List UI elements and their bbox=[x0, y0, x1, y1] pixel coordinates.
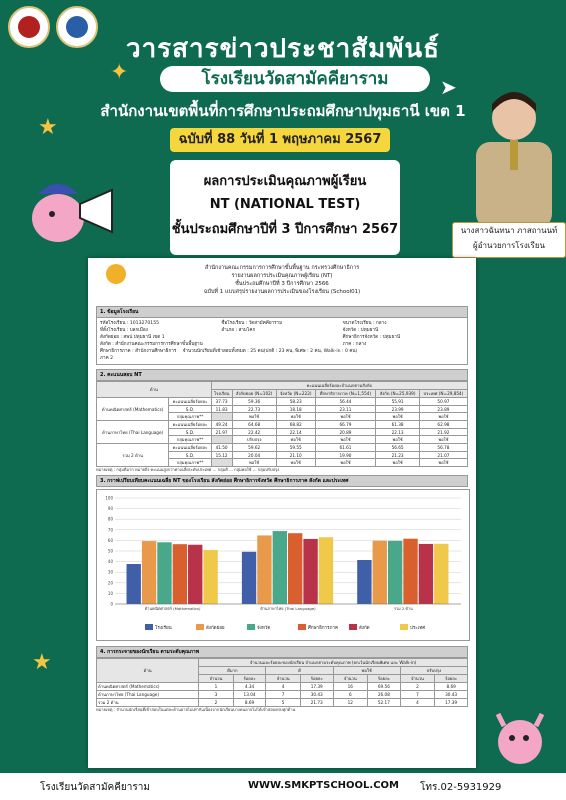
bar bbox=[257, 535, 271, 604]
nt-report-document bbox=[88, 258, 476, 768]
bar bbox=[188, 545, 202, 604]
header-cell: คะแนนเฉลี่ยร้อยละจำแนกตามสังกัด bbox=[211, 382, 467, 390]
info-cell bbox=[381, 348, 464, 362]
value-cell: พอใช้ bbox=[419, 436, 467, 444]
value-cell: 1 bbox=[199, 683, 234, 691]
label-cell: S.D. bbox=[169, 429, 211, 436]
value-cell: 21.10 bbox=[276, 452, 315, 459]
info-row bbox=[100, 320, 464, 327]
value-cell: 49.24 bbox=[211, 421, 232, 429]
subject-cell: ด้านคณิตศาสตร์ (Mathematics) bbox=[97, 683, 199, 691]
school-name-badge bbox=[160, 66, 430, 92]
label-cell: คะแนนเฉลี่ยร้อยละ bbox=[169, 421, 211, 429]
header-cell: จังหวัด (N=222) bbox=[276, 390, 315, 398]
legend-label: จังหวัด bbox=[257, 626, 271, 631]
value-cell: 56.44 bbox=[315, 398, 376, 406]
value-cell: พอใช้ bbox=[376, 436, 419, 444]
value-cell: 21.07 bbox=[419, 452, 467, 459]
info-cell: รหัสโรงเรียน : 1013270155 bbox=[100, 321, 160, 326]
legend-swatch bbox=[196, 624, 204, 630]
bar bbox=[319, 537, 333, 604]
label-cell: คะแนนเฉลี่ยร้อยละ bbox=[169, 398, 211, 406]
subject-cell: รวม 2 ด้าน bbox=[97, 699, 199, 707]
value-cell: 50.97 bbox=[419, 398, 467, 406]
newsletter-title: วารสารข่าวประชาสัมพันธ์ bbox=[125, 34, 441, 64]
table-row bbox=[97, 699, 468, 707]
value-cell: ปรับปรุง bbox=[232, 436, 276, 444]
header-cell: ร้อยละ bbox=[435, 675, 468, 683]
bar bbox=[419, 544, 433, 604]
header-cell: พอใช้ bbox=[333, 667, 400, 675]
header-cell: จำนวน bbox=[266, 675, 301, 683]
footer-phone: โทร.02-5931929 bbox=[420, 782, 502, 793]
info-row bbox=[100, 334, 464, 341]
value-cell: พอใช้ bbox=[315, 459, 376, 467]
label-cell: S.D. bbox=[169, 452, 211, 459]
footnote: หมายเหตุ : กลุ่มดีมาก หมายถึง คะแนนสูงกว่าค่าเฉลี่ยระดับประเทศ ... กลุ่มดี ... กลุ่มพอใช้ ... กลุ่มปรับปรุง bbox=[96, 467, 280, 472]
value-cell: 26.08 bbox=[368, 691, 401, 699]
footer-school: โรงเรียนวัดสามัคคียาราม bbox=[40, 782, 150, 793]
bar bbox=[434, 544, 448, 604]
value-cell: 2 bbox=[199, 699, 234, 707]
value-cell: 23.11 bbox=[315, 406, 376, 413]
report-heading-1: สำนักงานคณะกรรมการการศึกษาขั้นพื้นฐาน กระทรวงศึกษาธิการ bbox=[204, 265, 360, 271]
info-cell: ศึกษาธิการภาค : สำนักงานศึกษาธิการภาค 2 bbox=[100, 349, 177, 361]
cursor-icon: ➤ bbox=[440, 75, 457, 99]
value-cell: 59.55 bbox=[276, 444, 315, 452]
value-cell bbox=[211, 436, 232, 444]
value-cell: 8.69 bbox=[233, 699, 266, 707]
sparkle-icon: ✦ bbox=[110, 60, 129, 85]
value-cell: 21.97 bbox=[211, 429, 232, 436]
header-cell: ด้าน bbox=[97, 382, 212, 398]
comparison-chart-svg bbox=[97, 490, 469, 640]
director-position: ผู้อำนวยการโรงเรียน bbox=[473, 241, 545, 250]
value-cell: 62.98 bbox=[419, 421, 467, 429]
header-cell: สังกัด (N=25,939) bbox=[376, 390, 419, 398]
info-cell: ภาค : กลาง bbox=[342, 342, 367, 347]
subject-cell: ด้านภาษาไทย (Thai Language) bbox=[97, 421, 169, 444]
value-cell: 23.89 bbox=[419, 406, 467, 413]
info-row bbox=[100, 348, 464, 362]
banner-line1: ผลการประเมินคุณภาพผู้เรียน bbox=[203, 174, 367, 189]
value-cell: 61.61 bbox=[315, 444, 376, 452]
header-cell: ดีมาก bbox=[199, 667, 266, 675]
info-cell: อำเภอ : สามโคก bbox=[221, 328, 256, 333]
issue-badge: ฉบับที่ 88 วันที่ 1 พฤษภาคม 2567 bbox=[170, 128, 390, 152]
report-heading-4: ฉบับที่ 1 แบบสรุปรายงานผลการประเมินของโรงเรียน (School01) bbox=[203, 289, 361, 295]
info-row bbox=[100, 341, 464, 348]
value-cell: 7 bbox=[400, 691, 435, 699]
label-cell: กลุ่มคุณภาพ** bbox=[169, 413, 211, 421]
info-cell: ชื่อโรงเรียน : วัดสามัคคียาราม bbox=[221, 321, 283, 326]
header-cell: ศึกษาธิการภาค (N=1,554) bbox=[315, 390, 376, 398]
info-cell: สังกัด : สำนักงานคณะกรรมการการศึกษาขั้นพื้นฐาน bbox=[100, 342, 203, 347]
header-cell: ประเทศ (N=29,854) bbox=[419, 390, 467, 398]
value-cell: พอใช้ bbox=[419, 413, 467, 421]
legend-label: สังกัดย่อย bbox=[206, 626, 225, 631]
director-photo bbox=[466, 82, 562, 228]
header-cell: จำนวน bbox=[400, 675, 435, 683]
label-cell: S.D. bbox=[169, 406, 211, 413]
value-cell: พอใช้ bbox=[232, 459, 276, 467]
bar bbox=[357, 560, 371, 604]
table-row bbox=[97, 691, 468, 699]
y-tick-label: 60 bbox=[107, 537, 113, 543]
legend-label: สังกัด bbox=[359, 626, 370, 631]
office-name: สำนักงานเขตพื้นที่การศึกษาประถมศึกษาปทุมธานี เขต 1 bbox=[100, 102, 466, 120]
school-info-box bbox=[96, 318, 468, 365]
bar bbox=[142, 541, 156, 604]
value-cell: 56.65 bbox=[376, 444, 419, 452]
y-tick-label: 50 bbox=[107, 548, 113, 554]
nt-score-table bbox=[96, 381, 468, 467]
value-cell: 22.13 bbox=[376, 429, 419, 436]
mascot-pink-icon bbox=[490, 708, 550, 768]
y-tick-label: 0 bbox=[110, 601, 113, 607]
x-tick-label: รวม 2 ด้าน bbox=[393, 606, 413, 611]
bar bbox=[373, 541, 387, 604]
header-cell: ร้อยละ bbox=[233, 675, 266, 683]
info-cell: สังกัดย่อย : สพป.ปทุมธานี เขต 1 bbox=[100, 335, 165, 340]
school-name: โรงเรียนวัดสามัคคียาราม bbox=[201, 69, 389, 89]
bar bbox=[273, 531, 287, 604]
legend-swatch bbox=[400, 624, 408, 630]
info-cell: ขนาดโรงเรียน : กลาง bbox=[342, 321, 387, 326]
header-cell: จำนวน bbox=[333, 675, 368, 683]
value-cell: พอใช้ bbox=[376, 459, 419, 467]
info-cell bbox=[221, 341, 342, 348]
value-cell: 19.90 bbox=[315, 452, 376, 459]
value-cell: 21.23 bbox=[376, 452, 419, 459]
value-cell: 18.18 bbox=[276, 406, 315, 413]
value-cell: 4 bbox=[400, 699, 435, 707]
value-cell: พอใช้ bbox=[232, 413, 276, 421]
section-nt-scores: 2. คะแนนสอบ NT bbox=[96, 369, 468, 381]
bar bbox=[173, 544, 187, 604]
x-tick-label: ด้านภาษาไทย (Thai Language) bbox=[260, 606, 316, 611]
label-cell: กลุ่มคุณภาพ** bbox=[169, 436, 211, 444]
value-cell bbox=[211, 413, 232, 421]
subject-cell: ด้านภาษาไทย (Thai Language) bbox=[97, 691, 199, 699]
label-cell: กลุ่มคุณภาพ** bbox=[169, 459, 211, 467]
header-cell: สังกัดย่อย (N=102) bbox=[232, 390, 276, 398]
footer-website[interactable]: WWW.SMKPTSCHOOL.COM bbox=[248, 780, 400, 791]
section-chart: 3. กราฟเปรียบเทียบคะแนนเฉลี่ย NT ของโรงเรียน สังกัดย่อย ศึกษาธิการจังหวัด ศึกษาธิการภาค สังกัด และประเทศ bbox=[96, 475, 468, 487]
value-cell: พอใช้ bbox=[276, 459, 315, 467]
value-cell: 2 bbox=[400, 683, 435, 691]
value-cell: 22.73 bbox=[232, 406, 276, 413]
header-cell: จำนวน bbox=[199, 675, 234, 683]
value-cell: 4 bbox=[266, 683, 301, 691]
value-cell: 6 bbox=[333, 691, 368, 699]
info-cell: จังหวัด : ปทุมธานี bbox=[342, 328, 379, 333]
bar bbox=[242, 552, 256, 604]
value-cell: 69.56 bbox=[368, 683, 401, 691]
value-cell: 22.42 bbox=[232, 429, 276, 436]
value-cell: 56.78 bbox=[419, 444, 467, 452]
value-cell: 8.69 bbox=[435, 683, 468, 691]
legend-label: โรงเรียน bbox=[155, 626, 172, 631]
star-icon: ★ bbox=[32, 650, 52, 675]
value-cell: 55.91 bbox=[376, 398, 419, 406]
value-cell: 59.36 bbox=[232, 398, 276, 406]
director-caption bbox=[452, 222, 566, 258]
table-row bbox=[97, 398, 468, 406]
y-tick-label: 100 bbox=[105, 495, 113, 501]
value-cell: 61.38 bbox=[376, 421, 419, 429]
value-cell: 4.34 bbox=[233, 683, 266, 691]
value-cell: 23.99 bbox=[376, 406, 419, 413]
value-cell: 13.04 bbox=[233, 691, 266, 699]
legend-swatch bbox=[247, 624, 255, 630]
value-cell: พอใช้ bbox=[276, 436, 315, 444]
distribution-table bbox=[96, 658, 468, 707]
bar bbox=[303, 539, 317, 604]
legend-label: ศึกษาธิการภาค bbox=[308, 626, 338, 631]
value-cell: พอใช้ bbox=[276, 413, 315, 421]
info-cell bbox=[221, 334, 342, 341]
subject-cell: รวม 2 ด้าน bbox=[97, 444, 169, 467]
value-cell: 20.04 bbox=[232, 452, 276, 459]
bar bbox=[388, 541, 402, 604]
header-cell: ด้าน bbox=[97, 659, 199, 683]
label-cell: คะแนนเฉลี่ยร้อยละ bbox=[169, 444, 211, 452]
footer-bar bbox=[0, 773, 566, 800]
section-school-info: 1. ข้อมูลโรงเรียน bbox=[96, 306, 468, 318]
value-cell: 21.92 bbox=[419, 429, 467, 436]
star-icon: ★ bbox=[38, 115, 58, 140]
table-row bbox=[97, 444, 468, 452]
mascot-megaphone-icon bbox=[20, 170, 120, 250]
value-cell: 15.12 bbox=[211, 452, 232, 459]
table-row bbox=[97, 421, 468, 429]
value-cell: 37.73 bbox=[211, 398, 232, 406]
x-tick-label: ด้านคณิตศาสตร์ (Mathematics) bbox=[144, 606, 201, 611]
value-cell: 58.23 bbox=[276, 398, 315, 406]
director-name: นางสาวฉันทนา ภาสถานนท์ bbox=[460, 226, 558, 235]
report-heading-3: ชั้นประถมศึกษาปีที่ 3 ปีการศึกษา 2566 bbox=[235, 281, 329, 287]
value-cell: 59.62 bbox=[232, 444, 276, 452]
comparison-chart bbox=[96, 489, 470, 641]
info-cell: ที่ตั้งโรงเรียน : บลกเมือง bbox=[100, 328, 148, 333]
value-cell: 66.79 bbox=[315, 421, 376, 429]
bar bbox=[288, 533, 302, 604]
legend-swatch bbox=[145, 624, 153, 630]
value-cell: 7 bbox=[266, 691, 301, 699]
header-cell: จำนวนและร้อยละของนักเรียน จำแนกตามระดับคุณภาพ (ยกเว้นนักเรียนพิเศษ และ Walk-in) bbox=[199, 659, 468, 667]
header-cell: ร้อยละ bbox=[368, 675, 401, 683]
value-cell: 17.39 bbox=[300, 683, 333, 691]
value-cell: 30.43 bbox=[435, 691, 468, 699]
value-cell: พอใช้ bbox=[315, 413, 376, 421]
value-cell: 21.73 bbox=[300, 699, 333, 707]
header-cell: ดี bbox=[266, 667, 333, 675]
legend-swatch bbox=[349, 624, 357, 630]
value-cell: 20.89 bbox=[315, 429, 376, 436]
y-tick-label: 10 bbox=[107, 590, 113, 596]
value-cell: 41.50 bbox=[211, 444, 232, 452]
table-header-row bbox=[97, 659, 468, 667]
value-cell: 11.83 bbox=[211, 406, 232, 413]
header-cell: ปรับปรุง bbox=[400, 667, 467, 675]
header-cell: โรงเรียน bbox=[211, 390, 232, 398]
obec-logo bbox=[106, 264, 126, 284]
y-tick-label: 30 bbox=[107, 569, 113, 575]
footnote-2: หมายเหตุ : จำนวนนักเรียนที่เข้าสอบในแต่ละด้านอาจไม่เท่ากันเนื่องจากนักเรียนบางคนอาจไม่ได้เข้าสอบครบทุกด้าน bbox=[96, 707, 296, 712]
header-cell: ร้อยละ bbox=[300, 675, 333, 683]
banner-line3: ชั้นประถมศึกษาปีที่ 3 ปีการศึกษา 2567 bbox=[171, 222, 399, 237]
value-cell: 68.82 bbox=[276, 421, 315, 429]
value-cell: 22.14 bbox=[276, 429, 315, 436]
info-cell: จำนวนนักเรียนที่เข้าสอบทั้งหมด : 25 คน(ปกติ : 23 คน, พิเศษ : 2 คน, Walk-in : 0 คน) bbox=[182, 349, 358, 354]
value-cell: 17.39 bbox=[435, 699, 468, 707]
value-cell: พอใช้ bbox=[376, 413, 419, 421]
bar bbox=[403, 539, 417, 604]
bar bbox=[127, 564, 141, 604]
value-cell: 3 bbox=[199, 691, 234, 699]
report-heading-2: รายงานผลการประเมินคุณภาพผู้เรียน (NT) bbox=[231, 273, 333, 279]
bar bbox=[203, 550, 217, 604]
subject-cell: ด้านคณิตศาสตร์ (Mathematics) bbox=[97, 398, 169, 421]
y-tick-label: 20 bbox=[107, 580, 113, 586]
legend-label: ประเทศ bbox=[410, 626, 426, 631]
banner-line2: NT (NATIONAL TEST) bbox=[209, 197, 361, 212]
value-cell: 5 bbox=[266, 699, 301, 707]
result-banner bbox=[170, 160, 400, 255]
table-row bbox=[97, 683, 468, 691]
value-cell: 16 bbox=[333, 683, 368, 691]
value-cell: พอใช้ bbox=[315, 436, 376, 444]
legend-swatch bbox=[298, 624, 306, 630]
y-tick-label: 40 bbox=[107, 559, 113, 565]
value-cell: 30.43 bbox=[300, 691, 333, 699]
value-cell bbox=[211, 459, 232, 467]
info-row bbox=[100, 327, 464, 334]
y-tick-label: 90 bbox=[107, 506, 113, 512]
value-cell: พอใช้ bbox=[419, 459, 467, 467]
y-tick-label: 70 bbox=[107, 527, 113, 533]
bar bbox=[157, 542, 171, 604]
value-cell: 64.68 bbox=[232, 421, 276, 429]
y-tick-label: 80 bbox=[107, 516, 113, 522]
info-cell: ศึกษาธิการจังหวัด : ปทุมธานี bbox=[342, 335, 401, 340]
value-cell: 12 bbox=[333, 699, 368, 707]
table-header-row bbox=[97, 382, 468, 390]
value-cell: 52.17 bbox=[368, 699, 401, 707]
section-distribution: 4. การกระจายของนักเรียน ตามระดับคุณภาพ bbox=[96, 646, 468, 658]
